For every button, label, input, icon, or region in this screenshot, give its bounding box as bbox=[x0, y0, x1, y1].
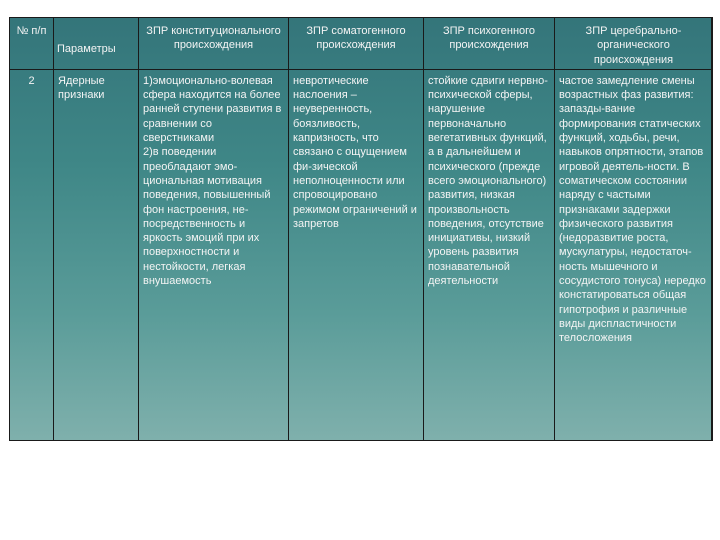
cell-constitutional-point-1: 1)эмоционально-волевая сфера находится на более ранней ступени развития в сравнении со сверстниками bbox=[143, 74, 282, 145]
table-row bbox=[10, 69, 713, 440]
header-constitutional: ЗПР конституционального происхождения bbox=[139, 18, 289, 70]
cell-cerebral-organic: частое замедление смены возрастных фаз развития: запазды-вание формирования статических функций, ходьбы, речи, навыков опрятности, этапов игровой деятель-ности. В соматическом состоянии наряду с частыми признаками задержки физического развития (недоразвитие роста, мускулатуры, недостаточ-ность мышечного и сосудистого тонуса) нередко констатироваться общая гипотрофия и различные виды диспластичности телосложения bbox=[555, 69, 713, 440]
row-parameter: Ядерные признаки bbox=[54, 69, 139, 440]
header-somatogenic: ЗПР соматогенного происхождения bbox=[289, 18, 424, 70]
cell-somatogenic: невротические наслоения – неуверенность, боязливость, капризность, что связано с ощущением фи-зической неполноценности или спровоцировано режимом ограничений и запретов bbox=[289, 69, 424, 440]
cell-constitutional-point-2: 2)в поведении преобладают эмо-циональная мотивация поведения, повышенный фон настроения, не-посредственность и яркость эмоций при их поверхностности и нестойкости, легкая внушаемость bbox=[143, 146, 271, 288]
row-number: 2 bbox=[10, 69, 54, 440]
header-psychogenic: ЗПР психогенного происхождения bbox=[424, 18, 555, 70]
zpr-comparison-table bbox=[9, 17, 713, 441]
cell-psychogenic: стойкие сдвиги нервно-психической сферы, нарушение первоначально вегетативных функций, а в дальнейшем и психического (прежде всего эмоционального) развития, низкая произвольность поведения, отсутствие инициативы, низкий уровень развития познавательной деятельности bbox=[424, 69, 555, 440]
header-cerebral-organic: ЗПР церебрально-органического происхождения bbox=[555, 18, 713, 70]
header-parameters: Параметры bbox=[54, 18, 139, 70]
cell-constitutional bbox=[139, 69, 289, 440]
header-number: № п/п bbox=[10, 18, 54, 70]
table-header-row bbox=[10, 18, 713, 70]
